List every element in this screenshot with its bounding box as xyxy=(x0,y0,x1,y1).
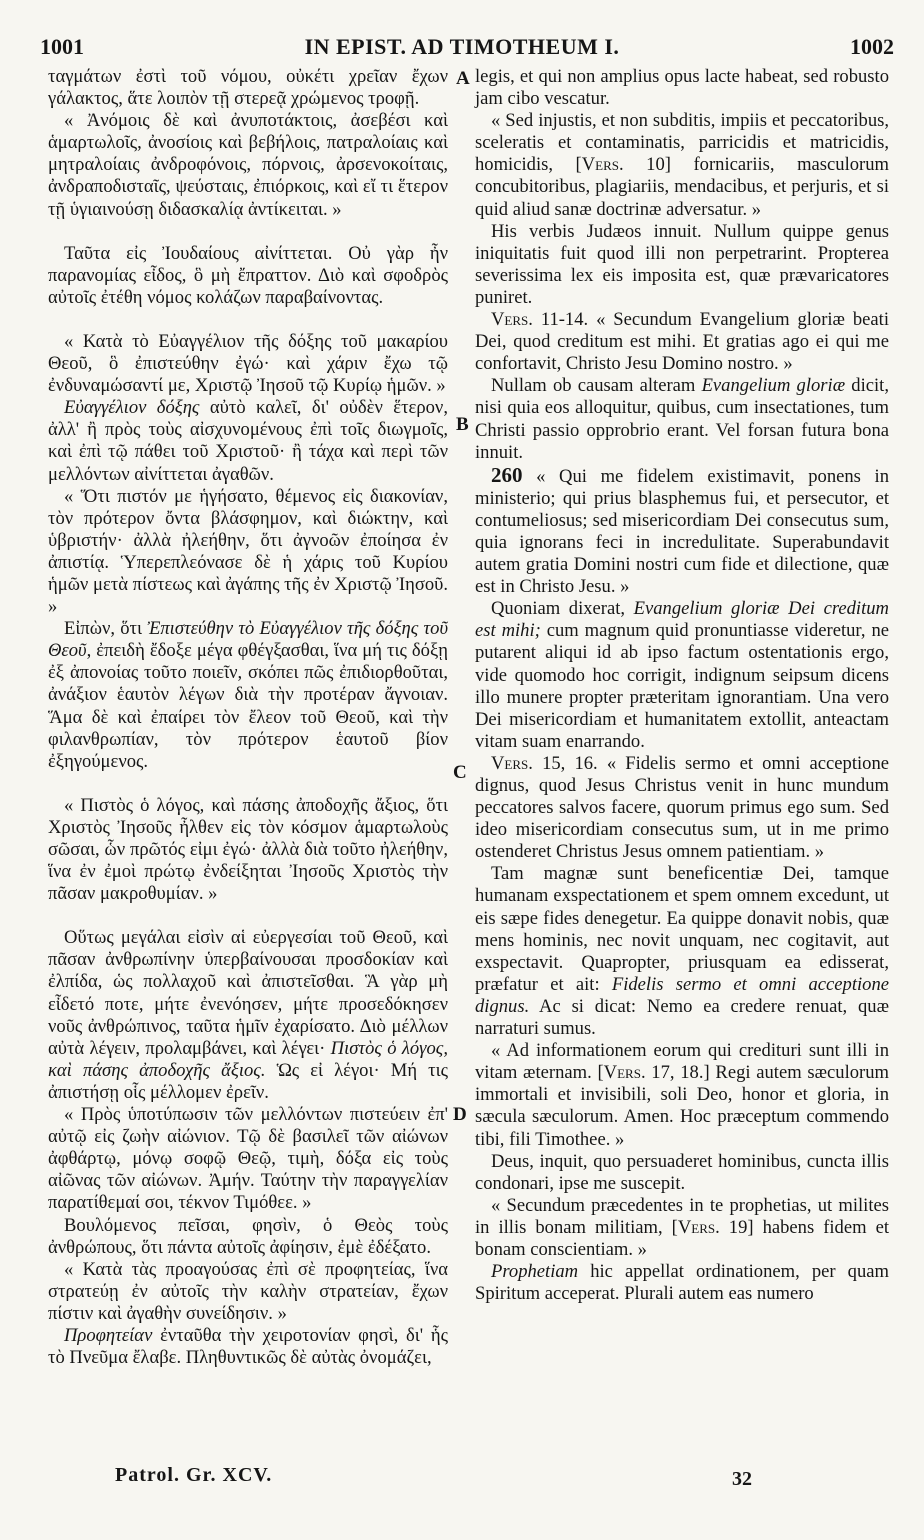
latin-column xyxy=(475,66,889,1305)
paragraph xyxy=(48,927,448,1104)
text-run: . 19] habens fidem et bonam conscientiam. » xyxy=(475,1216,889,1260)
paragraph: Deus, inquit, quo persuaderet hominibus, cuncta illis condonari, ipse me suscepit. xyxy=(475,1150,889,1194)
paragraph: « Κατὰ τὰς προαγούσας ἐπὶ σὲ προφητείας, ἵνα στρατεύῃ ἐν αὐτοῖς τὴν καλὴν στρατείαν, ἔχων πίστιν καὶ ἀγαθὴν συνείδησιν. » xyxy=(48,1258,448,1324)
verse-label: Vers xyxy=(491,309,529,331)
paragraph xyxy=(475,1195,889,1261)
paragraph: « Πιστὸς ὁ λόγος, καὶ πάσης ἀποδοχῆς ἄξιος, ὅτι Χριστὸς Ἰησοῦς ἦλθεν εἰς τὸν κόσμον ἁμαρτωλοὺς σῶσαι, ὧν πρῶτός εἰμι ἐγώ· ἀλλὰ διὰ τοῦτο ἠλεήθην, ἵνα ἐν ἐμοὶ πρώτῳ ἐνδείξηται Ἰησοῦς Χριστὸς τὴν πᾶσαν μακροθυμίαν. » xyxy=(48,794,448,905)
verse-label: Vers xyxy=(603,1062,641,1084)
text-run: dicit, nisi quia eos alloquitur, quibus, cum insectationes, tum Christi passio opprobrio erant. Vel forsan futura bona innuit. xyxy=(475,375,889,463)
paragraph: « Ἀνόμοις δὲ καὶ ἀνυποτάκτοις, ἀσεβέσι καὶ ἁμαρτωλοῖς, ἀνοσίοις καὶ βεβήλοις, πατραλοίαις καὶ μητραλοίαις ἀνδροφόνοις, πόρνοις, ἀρσενοκοίταις, ἀνδραποδισταῖς, ψεύσταις, ἐπιόρκοις, καὶ εἴ τι ἕτερον τῇ ὑγιαινούσῃ διδασκαλίᾳ ἀντίκειται. » xyxy=(48,110,448,220)
text-run: Ac si dicat: Nemo ea credere renuat, quæ narraturi sumus. xyxy=(475,995,889,1040)
paragraph xyxy=(48,1325,448,1369)
paragraph xyxy=(48,397,448,485)
paragraph xyxy=(475,753,889,863)
paragraph xyxy=(475,309,889,375)
paragraph xyxy=(475,863,889,1040)
page-number-left: 1001 xyxy=(40,34,84,59)
text-run: « Secundum præcedentes in te prophetias, ut milites in illis bonam militiam, [ xyxy=(475,1194,889,1238)
margin-marker-c: C xyxy=(453,762,467,783)
verse-label: Vers xyxy=(677,1216,716,1238)
italic-phrase: Fidelis sermo et omni acceptione dignus. xyxy=(475,973,890,1017)
text-run: . 17, 18.] Regi autem sæculorum immortali et invisibili, soli Deo, honor et gloria, in sæcula sæculorum. Amen. Hoc præceptum commendo tibi, fili Timothee. » xyxy=(475,1062,890,1150)
running-title: IN EPIST. AD TIMOTHEUM I. xyxy=(304,34,620,59)
text-run: cum magnum quid pronuntiasse videretur, ne putarent aliqui id ab ipso factum ostentationis ergo, vide quomodo hoc corrigit, indignum seipsum dicens illo munere propter præteritam ignorantiam. Una vero Dei misericordiam et humanitatem extollit, anteactam vitam suam enarrando. xyxy=(475,620,889,752)
text-run: Εἰπὼν, ὅτι xyxy=(64,618,148,640)
page-number-right: 1002 xyxy=(850,34,894,59)
italic-phrase: Evangelium gloriæ Dei creditum est mihi; xyxy=(475,598,889,642)
text-run: Οὕτως μεγάλαι εἰσὶν αἱ εὐεργεσίαι τοῦ Θεοῦ, καὶ πᾶσαν ἀνθρωπίνην ὑπερβαίνουσαι προσδοκίαν καὶ ἐλπίδα, ὡς πολλαχοῦ καὶ ἀπιστεῖσθαι. Ἃ γὰρ μὴ εἶδετό ποτε, μήτε ἐνενόησεν, μήτε προσεδόκησεν νοῦς ἀνθρώπινος, ταῦτα ἡμῖν ἐχαρίσατο. Διὸ μέλλων αὐτὰ λέγειν, προλαμβάνει, καὶ λέγει· xyxy=(48,927,448,1059)
paragraph: « Πρὸς ὑποτύπωσιν τῶν μελλόντων πιστεύειν ἐπ' αὐτῷ εἰς ζωὴν αἰώνιον. Τῷ δὲ βασιλεῖ τῶν αἰώνων ἀφθάρτῳ, μόνῳ σοφῷ Θεῷ, τιμὴ, δόξα εἰς τοὺς αἰῶνας τῶν αἰώνων. Ἀμήν. Ταύτην τὴν παραγγελίαν παρατίθεμαί σοι, τέκνον Τιμόθεε. » xyxy=(48,1104,448,1214)
text-run: Tam magnæ sunt beneficentiæ Dei, tamque humanam exspectationem et spem omnem excedunt, ut eis sæpe fides denegetur. Ea quippe donavit nobis, quæ mens hominis, nec novit unquam, nec cogitavit, aut exspectavit. Quapropter, priusquam ea edisserat, præfatur et ait: xyxy=(475,863,889,995)
text-run: Ὡς εἰ λέγοι· Μή τις ἀπιστήσῃ οἷς μέλλομεν ἐρεῖν. xyxy=(48,1059,449,1103)
paragraph: His verbis Judæos innuit. Nullum quippe genus iniquitatis fuit quod illi non perpetrarint. Propterea severissima lex eis imposita est, quæ prævaricatores puniret. xyxy=(475,220,889,308)
paragraph xyxy=(475,598,889,753)
italic-phrase: Πιστὸς ὁ λόγος, καὶ πάσης ἀποδοχῆς ἄξιος. xyxy=(48,1037,448,1081)
italic-phrase: Evangelium gloriæ xyxy=(701,375,846,397)
verse-label: Vers xyxy=(581,154,619,176)
page-header xyxy=(0,34,924,64)
text-run: « Sed injustis, et non subditis, impiis et peccatoribus, sceleratis et contaminatis, parricidis et matricidis, homicidis, [ xyxy=(475,110,889,176)
verse-label: Vers xyxy=(491,752,529,774)
paragraph xyxy=(48,618,448,773)
italic-phrase: Prophetiam xyxy=(491,1261,579,1283)
text-run: αὐτὸ καλεῖ, δι' οὐδὲν ἕτερον, ἀλλ' ἢ πρὸς τοὺς αἰσχυνομένους ἐπὶ τοῖς διωγμοῖς, καὶ ἐπὶ τῷ πάθει τοῦ Χριστοῦ· ἢ τάχα καὶ περὶ τῶν μελλόντων αἰνίττεται ἀγαθῶν. xyxy=(48,397,448,485)
margin-marker-b: B xyxy=(456,414,469,435)
paragraph: « Κατὰ τὸ Εὐαγγέλιον τῆς δόξης τοῦ μακαρίου Θεοῦ, ὃ ἐπιστεύθην ἐγώ· καὶ χάριν ἔχω τῷ ἐνδυναμώσαντί με, Χριστῷ Ἰησοῦ τῷ Κυρίῳ ἡμῶν. » xyxy=(48,330,448,397)
greek-column xyxy=(48,66,448,1369)
paragraph: legis, et qui non amplius opus lacte habeat, sed robusto jam cibo vescatur. xyxy=(475,66,889,110)
text-run: hic appellat ordinationem, per quam Spiritum acceperat. Plurali autem eas numero xyxy=(475,1261,889,1305)
text-run: . 15, 16. « Fidelis sermo et omni acceptione dignus, quod Jesus Christus venit in hunc mundum peccatores salvos facere, quorum primus ego sum. Sed ideo misericordiam consecutus sum, ut in me primo ostenderet Christus Jesus omnem patientiam. » xyxy=(475,752,889,863)
paragraph xyxy=(475,1040,889,1150)
italic-phrase: Εὐαγγέλιον δόξης xyxy=(64,397,200,419)
margin-marker-d: D xyxy=(453,1104,467,1125)
text-run: . 10] fornicariis, masculorum concubitoribus, plagiariis, mendacibus, et perjuris, et si quid aliud sanæ doctrinæ adversatur. » xyxy=(475,154,889,220)
paragraph xyxy=(475,464,889,599)
italic-phrase: Προφητείαν xyxy=(64,1324,153,1346)
paragraph xyxy=(475,110,889,220)
italic-phrase: Ἐπιστεύθην τὸ Εὐαγγέλιον τῆς δόξης τοῦ Θεοῦ xyxy=(48,618,448,662)
paragraph: ταγμάτων ἐστὶ τοῦ νόμου, οὐκέτι χρεῖαν ἔχων γάλακτος, ἅτε λοιπὸν τῇ στερεᾷ χρώμενος τροφῇ. xyxy=(48,66,448,110)
column-number: 260 xyxy=(491,462,523,487)
paragraph: Βουλόμενος πεῖσαι, φησὶν, ὁ Θεὸς τοὺς ἀνθρώπους, ὅτι πάντα αὐτοῖς ἀφίησιν, ἐμὲ ἐδέξατο. xyxy=(48,1214,448,1258)
text-run: Quoniam dixerat, xyxy=(491,598,634,620)
footer-signature-number: 32 xyxy=(732,1468,752,1490)
paragraph: Ταῦτα εἰς Ἰουδαίους αἰνίττεται. Οὐ γὰρ ἦν παρανομίας εἶδος, ὃ μὴ ἔπραττον. Διὸ καὶ σφοδρὸς αὐτοῖς ἐτέθη νόμος κολάζων παραβαίνοντας. xyxy=(48,242,448,308)
text-run: Nullam ob causam alteram xyxy=(491,375,702,397)
paragraph xyxy=(475,375,889,463)
text-run: , ἐπειδὴ ἔδοξε μέγα φθέγξασθαι, ἵνα μή τις δόξῃ ἐξ ἀπονοίας τοῦτο ποιεῖν, σκόπει πῶς ἐπιδιορθοῦται, ἀνάξιον ἑαυτὸν λέγων διὰ τὴν προτέραν ἄγνοιαν. Ἅμα δὲ καὶ ἐπαίρει τὸν ἔλεον τοῦ Θεοῦ, καὶ τὴν φιλανθρωπίαν, τὸν πρότερον ἑαυτοῦ βίον ἐξηγούμενος. xyxy=(48,640,448,772)
text-run: « Qui me fidelem existimavit, ponens in ministerio; qui prius blasphemus fui, et persecutor, et contumeliosus; sed misericordiam Dei consecutus sum, quia ignorans feci in incredulitate. Superabundavit autem gratia Domini nostri cum fide et dilectione, quæ est in Christo Jesu. » xyxy=(475,465,889,598)
footer-series-title: Patrol. Gr. XCV. xyxy=(115,1464,273,1486)
paragraph: « Ὅτι πιστόν με ἡγήσατο, θέμενος εἰς διακονίαν, τὸν πρότερον ὄντα βλάσφημον, καὶ διώκτην, καὶ ὑβριστήν· ἀλλὰ ἠλεήθην, ὅτι ἀγνοῶν ἐποίησα ἐν ἀπιστίᾳ. Ὑπερεπλεόνασε δὲ ἡ χάρις τοῦ Κυρίου ἡμῶν μετὰ πίστεως καὶ ἀγάπης τῆς ἐν Χριστῷ Ἰησοῦ. » xyxy=(48,485,448,618)
text-run: . 11-14. « Secundum Evangelium gloriæ beati Dei, quod creditum est mihi. Et gratias ago ei qui me confortavit, Christo Jesu Domino nostro. » xyxy=(475,309,889,375)
margin-marker-a: A xyxy=(456,68,470,89)
text-run: « Ad informationem eorum qui credituri sunt illi in vitam æternam. [ xyxy=(475,1040,889,1084)
text-run: ἐνταῦθα τὴν χειροτονίαν φησὶ, δι' ἧς τὸ Πνεῦμα ἔλαβε. Πληθυντικῶς δὲ αὐτὰς ὀνομάζει, xyxy=(48,1324,448,1369)
paragraph xyxy=(475,1261,889,1305)
